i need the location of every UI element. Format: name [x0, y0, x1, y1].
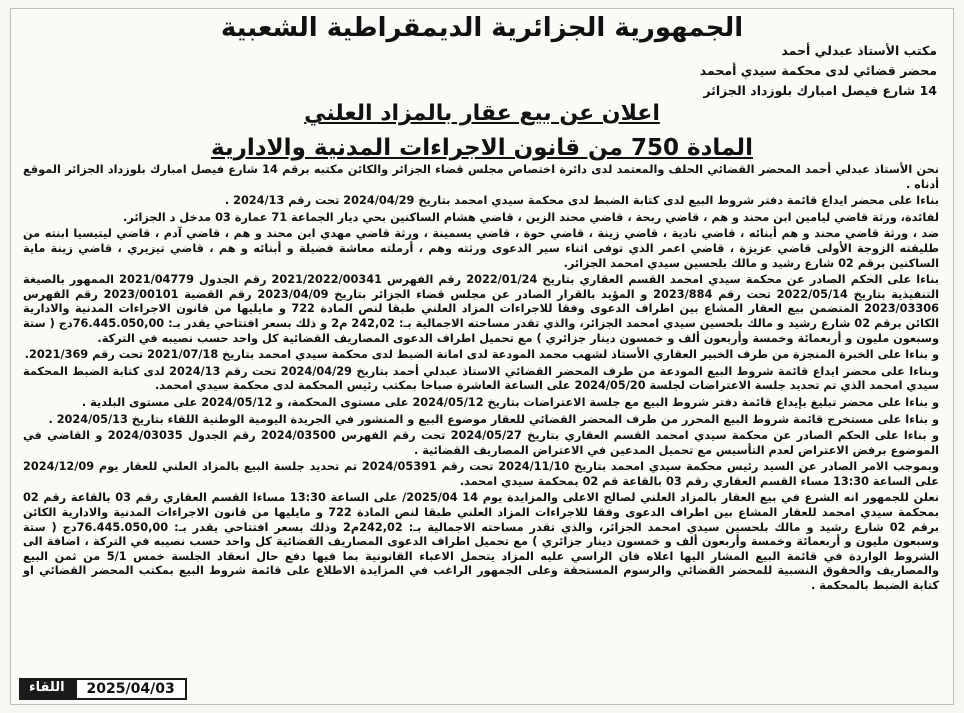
newspaper-name: اللقاء [19, 678, 75, 700]
legal-notice-page [10, 8, 954, 705]
paragraph-judgment: بناءا على الحكم الصادر عن محكمة سيدي امحمد القسم العقاري بتاريخ 2022/01/24 رقم الفهرس 2021/2022/00341 رقم الجدول 2021/04779 الممهور بالصيغة التنفيذية بتاريخ 2022/05/14 تحت رقم 2023/884 و المؤيد بالقرار الصادر عن مجلس قضاء الجزائر بتاريخ 2023/04/09 رقم القضية 2023/00101 رقم الفهرس 2023/03306 المتضمن بيع العقار المشاع بين اطراف الدعوى وفقا للاجراءات المزاد العلني طبقا لنص المادة 722 و مايليها من قانون الاجراءات المدنية والادارية الكائن برقم 02 شارع رشيد و مالك بلحسين سيدي امحمد الجزائر، والذي تقدر مساحته الاجمالية بـ: 242,02 م2 و ذلك بسعر افتتاحي يقدر بـ: 76.445.050,00دج ( ستة وسبعون مليون و أربعمائة وخمسة وأربعون ألف و خمسون دينار جزائري ) مع تحميل اطراف الدعوى المصاريف القضائية كل واحد حسب نصيبه في التركة. [23, 273, 940, 345]
bailiff-office-block [700, 41, 937, 101]
paragraph-publication: و بناءا على مستخرج قائمة شروط البيع المحرر من طرف المحضر القضائي للعقار موضوع البيع و المنشور في الجريدة اليومية الوطنية اللقاء بتاريخ 2024/05/13 . [48, 412, 939, 426]
paragraph-notification: و بناءا على محضر تبليغ بإيداع قائمة دفتر شروط البيع مع جلسة الاعتراضات بتاريخ 2024/05/12 على مستوى المحكمة، و 2024/05/12 على مستوى البلدية . [81, 395, 939, 409]
paragraph-beneficiaries: لفائدة، ورثة قاضي ليامين ابن محند و هم ، قاضي ربحة ، قاضي محند الزين ، قاضي هشام الساكنين بحي ديار الجماعة 71 عمارة 03 مدخل د الجزائر. [123, 210, 939, 224]
notice-subtitle: المادة 750 من قانون الاجراءات المدنية والادارية [211, 135, 753, 161]
office-role: محضر قضائي لدى محكمة سيدي أمحمد [699, 63, 937, 78]
paragraph-conditions-deposit: وبناءا على محضر ايداع قائمة شروط البيع المودعة من طرف المحضر القضائي الاستاذ عبدلي أحمد بتاريخ 2024/04/29 تحت رقم 2024/13 لدى كتابة الضبط المحكمة سيدي امحمد الذي تم تحديد جلسة الاعتراضات لجلسة 2024/05/20 على الساعة العاشرة صباحا بمكتب رئيس المحكمة لدى محكمة سيدي امحمد. [23, 364, 939, 393]
office-name: مكتب الأستاذ عبدلي أحمد [781, 43, 937, 58]
newspaper-footer [19, 678, 187, 700]
paragraph-intro: نحن الأستاذ عبدلي أحمد المحضر القضائي الحلف والمعتمد لدى دائرة اختصاص مجلس قضاء الجزائر والكائن مكتبه برقم 14 شارع فيصل امبارك بلوزداد الجزائر الموقع أدناه . [23, 163, 939, 191]
republic-header: الجمهورية الجزائرية الديمقراطية الشعبية [220, 13, 744, 43]
paragraph-court-order: وبموجب الامر الصادر عن السيد رئيس محكمة سيدي امحمد بتاريخ 2024/11/10 تحت رقم 2024/05391 تم تحديد جلسة البيع بالمزاد العلني للعقار يوم 2024/12/09 على الساعة 13:30 مساء القسم العقاري رقم 03 بالقاعة قم 02 بمحكمة سيدي امحمد. [23, 460, 939, 488]
publication-date: 2025/04/03 [75, 678, 187, 700]
paragraph-expertise: و بناءا على الخبرة المنجزة من طرف الخبير العقاري الأستاذ لشهب محمد المودعة لدى امانة الضبط لدى محكمة سيدي امحمد بتاريخ 2021/07/18 تحت رقم 2021/369. [24, 348, 939, 362]
paragraph-objection-ruling: و بناءا على الحكم الصادر عن محكمة سيدي امحمد القسم العقاري بتاريخ 2024/05/27 تحت رقم الفهرس 2024/03500 رقم الجدول 2024/03035 و القاضي في الموضوع برفض الاعتراض لعدم التأسيس مع تحميل المدعين في الاعتراض المصاريف القضائية . [23, 429, 939, 457]
office-address: 14 شارع فيصل امبارك بلوزداد الجزائر [703, 83, 937, 98]
paragraph-defendants: ضد ، ورثة قاضي محند و هم أبنائه ، قاضي نادية ، قاضي زينة ، قاضي حوة ، قاضي يسمينة ، ورثة قاضي مهدي ابن محند و هم ، قاضي آدم ، قاضي ليتيسيا ابنته من طليقته الزوجة الأولى قاضي عزيزة ، قاضي اعمر الذي توفى اثناء سير الدعوى ورثته وهم ، أرملته معاشة فضيلة و أبنائه و هم ، قاضي تيزيري ، قاضي زينة ماية الساكنين برقم 02 شارع رشيد و مالك بلحسين سيدي امحمد الجزائر. [23, 227, 939, 270]
paragraph-deposit: بناءا على محضر ايداع قائمة دفتر شروط البيع لدى كتابة الضبط لدى محكمة سيدي امحمد بتاريخ 2024/04/29 تحت رقم 2024/13 . [224, 194, 939, 208]
notice-body [23, 163, 939, 596]
notice-title: اعلان عن بيع عقار بالمزاد العلني [304, 101, 660, 126]
paragraph-announcement: نعلن للجمهور انه الشرع في بيع العقار بالمزاد العلني لصالح الاعلى والمزايدة يوم 14 2025/04/ على الساعة 13:30 مساءا القسم العقاري رقم 03 بالقاعة رقم 02 بمحكمة سيدي امحمد للعقار المشاع بين اطراف الدعوى وفقا للاجراءات المزاد العلني طبقا لنص المادة 722 و مايليها من قانون الاجراءات المدنية والادارية الكائن برقم 02 شارع رشيد و مالك بلحسين سيدي امحمد الجزائر، والذي تقدر مساحته الاجمالية بـ: 242,02م2 وذلك بسعر افتتاحي يقدر بـ: 76.445.050,00دج ( ستة وسبعون مليون و أربعمائة وخمسة وأربعون ألف و خمسون دينار جزائري ) مع تحميل اطراف الدعوى المصاريف القضائية كل واحد حسب نصيبه في التركة ، اضافة الى الشروط الواردة في قائمة البيع المشار اليها اعلاه فان الراسي عليه المزاد يتحمل الاعباء القانونية بما فيها دفع حال انعقاد الجلسة خمس 5/1 من ثمن البيع والمصاريف والحقوق النسبية للمحضر القضائي والرسوم المستحقة وعلى الجمهور الراغب في المزايدة الاطلاع على قائمة شروط البيع بمكتب المحضر القضائي او كتابة الضبط بالمحكمة . [23, 491, 939, 593]
